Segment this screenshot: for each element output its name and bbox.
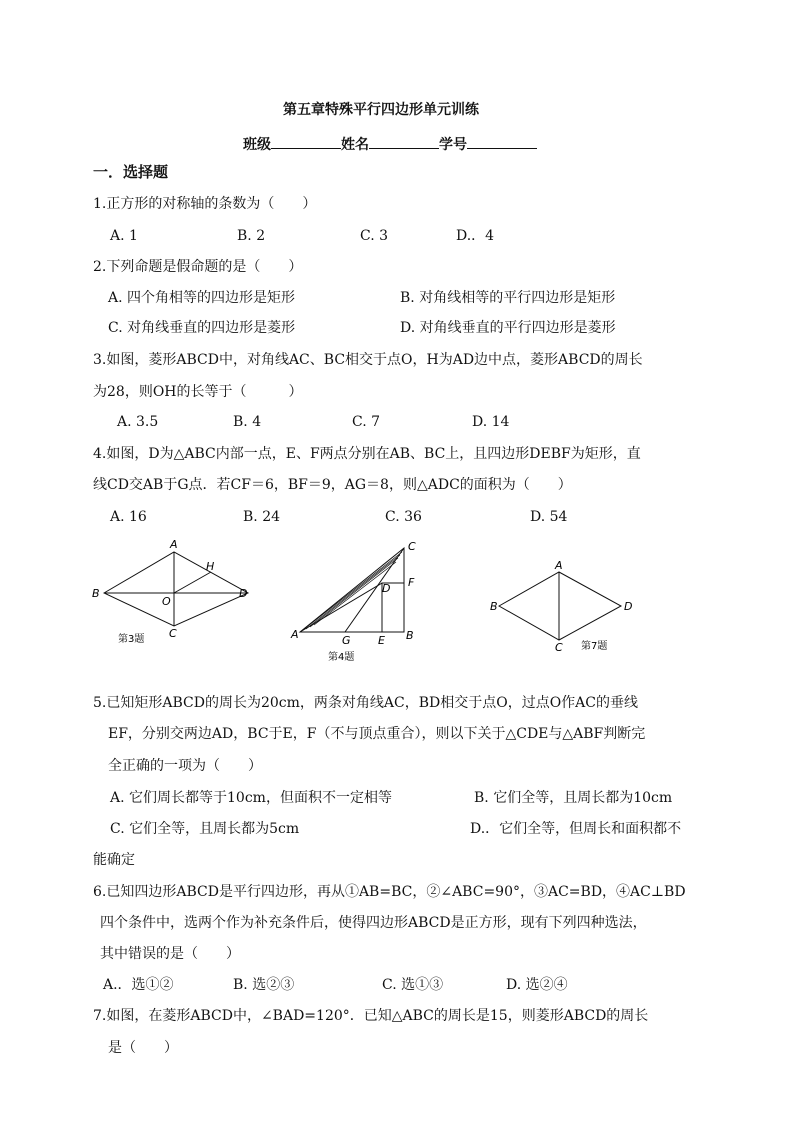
class-label: 班级: [243, 137, 271, 153]
q7-line1: 7.如图，在菱形ABCD中，∠BAD=120°．已知△ABC的周长是15，则菱形ABCD的周长: [93, 1008, 649, 1024]
name-label: 姓名: [341, 137, 369, 153]
q5-option-a: A. 它们周长都等于10cm，但面积不一定相等: [110, 790, 392, 806]
q3-line1: 3.如图，菱形ABCD中，对角线AC、BC相交于点O，H为AD边中点，菱形ABCD的周长: [93, 352, 643, 368]
label-d: D: [382, 582, 391, 595]
q2-option-c: C. 对角线垂直的四边形是菱形: [108, 320, 296, 336]
q6-line3: 其中错误的是（ ）: [100, 946, 240, 962]
label-a: A: [291, 628, 299, 641]
q2-option-d: D. 对角线垂直的平行四边形是菱形: [400, 320, 616, 336]
q3-option-a: A. 3.5: [117, 414, 159, 430]
figure-3: [88, 538, 268, 650]
q1-option-b: B. 2: [237, 228, 266, 244]
q5-option-b: B. 它们全等，且周长都为10cm: [474, 790, 673, 806]
q6-option-b: B. 选②③: [233, 977, 295, 993]
label-c: C: [555, 641, 563, 654]
q1-option-a: A. 1: [110, 228, 138, 244]
q1-stem: 1.正方形的对称轴的条数为（ ）: [93, 196, 317, 212]
label-o: O: [162, 595, 171, 608]
q6-option-d: D. 选②④: [506, 977, 568, 993]
q2-option-a: A. 四个角相等的四边形是矩形: [108, 290, 296, 306]
figure-7: [487, 558, 637, 654]
label-b: B: [92, 587, 100, 600]
label-a: A: [170, 538, 178, 551]
q5-line3: 全正确的一项为（ ）: [108, 758, 262, 774]
label-a: A: [555, 559, 563, 572]
label-e: E: [378, 634, 385, 647]
q2-stem: 2.下列命题是假命题的是（ ）: [93, 259, 303, 275]
q3-option-b: B. 4: [233, 414, 262, 430]
q5-option-d: D.．它们全等，但周长和面积都不: [470, 821, 682, 837]
q4-line1: 4.如图，D为△ABC内部一点，E、F两点分别在AB、BC上，且四边形DEBF为矩形，直: [93, 446, 641, 462]
figure-4: [288, 540, 428, 664]
q6-option-a: A.．选①②: [103, 977, 174, 993]
figure-3-caption: 第3题: [118, 634, 145, 645]
q7-line2: 是（ ）: [108, 1040, 178, 1056]
label-b: B: [406, 629, 414, 642]
q1-option-d: D.．4: [456, 228, 495, 244]
q5-option-c: C. 它们全等，且周长都为5cm: [110, 821, 300, 837]
label-h: H: [206, 560, 215, 573]
q6-line2: 四个条件中，选两个作为补充条件后，使得四边形ABCD是正方形，现有下列四种选法，: [100, 915, 647, 931]
q5-line1: 5.已知矩形ABCD的周长为20cm，两条对角线AC，BD相交于点O，过点O作AC的垂线: [93, 695, 638, 711]
q3-option-c: C. 7: [352, 414, 381, 430]
figure-7-caption: 第7题: [581, 641, 608, 652]
q4-option-c: C. 36: [385, 509, 422, 525]
label-g: G: [342, 634, 351, 647]
q2-option-b: B. 对角线相等的平行四边形是矩形: [400, 290, 616, 306]
q3-option-d: D. 14: [472, 414, 510, 430]
q6-line1: 6.已知四边形ABCD是平行四边形，再从①AB=BC，②∠ABC=90°，③AC=BD，④AC⊥BD: [93, 884, 686, 900]
q3-line2: 为28，则OH的长等于（ ）: [93, 384, 303, 400]
segment-ad: [300, 583, 382, 632]
id-blank: [467, 134, 537, 149]
rhombus-abcd: [104, 552, 248, 626]
q5-line2: EF，分别交两边AD，BC于E，F（不与顶点重合），则以下关于△CDE与△ABF判断完: [108, 726, 646, 742]
label-d: D: [239, 587, 248, 600]
label-c: C: [169, 627, 177, 640]
id-label: 学号: [439, 137, 467, 153]
name-blank: [369, 134, 439, 149]
q4-option-b: B. 24: [243, 509, 281, 525]
class-blank: [271, 134, 341, 149]
figure-4-caption: 第4题: [328, 652, 355, 663]
section-heading: 一．选择题: [93, 163, 169, 181]
segment-oh: [174, 572, 211, 593]
label-b: B: [490, 600, 498, 613]
page-title: 第五章特殊平行四边形单元训练: [283, 102, 479, 118]
q4-line2: 线CD交AB于G点．若CF＝6，BF＝9，AG＝8，则△ADC的面积为（ ）: [93, 477, 572, 493]
q4-option-d: D. 54: [530, 509, 568, 525]
student-info-line: [243, 134, 537, 154]
rhombus-abcd: [499, 572, 621, 640]
q5-option-d-continued: 能确定: [93, 852, 135, 868]
label-c: C: [408, 540, 416, 553]
q4-option-a: A. 16: [110, 509, 147, 525]
label-d: D: [624, 600, 633, 613]
q1-option-c: C. 3: [360, 228, 389, 244]
q6-option-c: C. 选①③: [382, 977, 444, 993]
label-f: F: [408, 576, 415, 589]
